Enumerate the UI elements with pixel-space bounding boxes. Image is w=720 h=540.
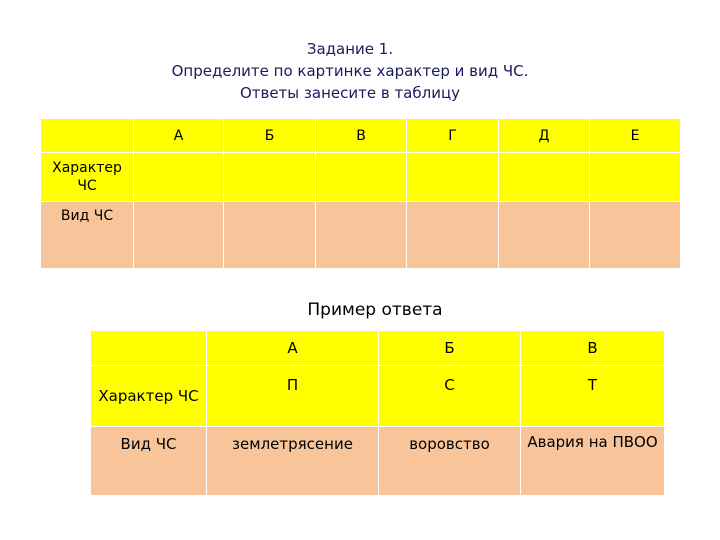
answer-cell[interactable] [316, 202, 407, 269]
column-header: Д [499, 119, 590, 153]
table-row [91, 366, 665, 427]
answer-cell[interactable] [407, 202, 499, 269]
column-header: В [521, 331, 665, 366]
table-row [41, 202, 681, 269]
answer-cell[interactable] [590, 153, 681, 202]
answer-cell[interactable] [134, 153, 224, 202]
answer-cell[interactable] [224, 153, 316, 202]
table-header-row [41, 119, 681, 153]
answer-table [40, 118, 681, 269]
table-cell: Т [521, 366, 665, 427]
table-row [91, 427, 665, 496]
column-header: Г [407, 119, 499, 153]
header-empty-cell [91, 331, 207, 366]
table-header-row [91, 331, 665, 366]
table-cell: С [379, 366, 521, 427]
example-table [90, 330, 665, 496]
column-header: А [207, 331, 379, 366]
answer-cell[interactable] [407, 153, 499, 202]
task-note: Ответы занесите в таблицу [239, 84, 461, 102]
answer-cell[interactable] [134, 202, 224, 269]
task-heading [0, 38, 700, 104]
column-header: А [134, 119, 224, 153]
answer-cell[interactable] [499, 202, 590, 269]
example-title: Пример ответа [307, 300, 443, 320]
column-header: Б [379, 331, 521, 366]
task-instruction: Определите по картинке характер и вид ЧС. [171, 62, 529, 80]
table-row [41, 153, 681, 202]
task-number: Задание 1. [306, 40, 394, 58]
answer-cell[interactable] [590, 202, 681, 269]
table-cell: землетрясение [207, 427, 379, 496]
column-header: В [316, 119, 407, 153]
row-label-kind: Вид ЧС [91, 427, 207, 496]
row-label-character: Характер ЧС [91, 366, 207, 427]
column-header: Б [224, 119, 316, 153]
answer-cell[interactable] [499, 153, 590, 202]
header-empty-cell [41, 119, 134, 153]
table-cell: П [207, 366, 379, 427]
answer-cell[interactable] [316, 153, 407, 202]
table-cell: Авария на ПВОО [521, 427, 665, 496]
table-cell: воровство [379, 427, 521, 496]
answer-cell[interactable] [224, 202, 316, 269]
row-label-kind: Вид ЧС [41, 202, 134, 269]
column-header: Е [590, 119, 681, 153]
row-label-character: Характер ЧС [41, 153, 134, 202]
